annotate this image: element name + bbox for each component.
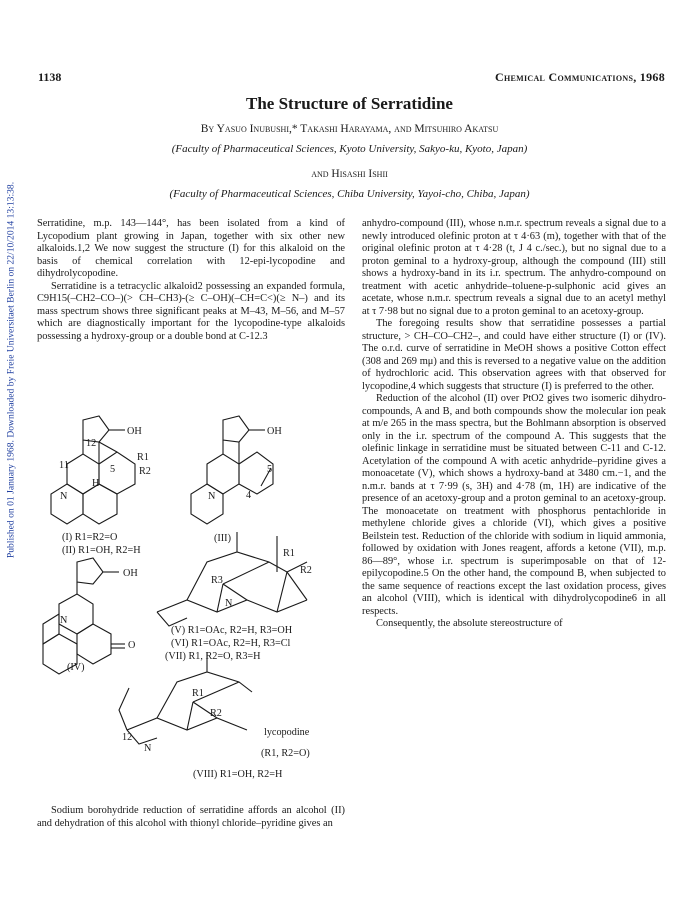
author-second: and Hisashi Ishii	[311, 168, 388, 180]
atom-label: 5	[110, 464, 116, 475]
atom-label: R2	[210, 708, 222, 719]
paragraph: Serratidine is a tetracyclic alkaloid2 possessing an expanded formula, C9H15(–CH2–CO–)(> CH–CH3)-(≥ C–OH)(–CH=C<)(≥ N–) and its mass spectrum shows three significant peaks at M–43, M–56, and M–57 which are diagnostically important for the lycopodine-type alkaloids possessing a hydroxy-group or a double bond at C-12.3	[37, 280, 345, 342]
structure-caption: (IV)	[67, 662, 85, 673]
atom-label: H	[92, 478, 100, 489]
paragraph: Consequently, the absolute stereostructure of	[376, 618, 563, 629]
article-title: The Structure of Serratidine	[246, 94, 453, 113]
atom-label: OH	[123, 568, 138, 579]
left-column-bottom	[37, 805, 345, 830]
atom-label: N	[225, 598, 233, 609]
atom-label: OH	[267, 426, 282, 437]
atom-label: R3	[211, 575, 223, 586]
atom-label: OH	[127, 426, 142, 437]
atom-label: 5	[267, 464, 273, 475]
page-number: 1138	[38, 70, 62, 84]
structure-caption: (V) R1=OAc, R2=H, R3=OH	[171, 625, 293, 636]
right-column	[362, 218, 666, 631]
journal-name: Chemical Communications, 1968	[495, 70, 665, 84]
structure-label-name: lycopodine	[264, 727, 310, 738]
paragraph: anhydro-compound (III), whose n.m.r. spectrum reveals a signal due to a newly introduced olefinic proton at τ 4·63 (m), together with that of the original olefinic proton at τ 4·28 (t, J 4 c./sec.), but no signal due to a proton geminal to a hydroxy-group, although the compound (III) still shows a hydroxy-band in its i.r. spectrum. The anhydro-compound on treatment with acetic anhydride–toluene-p-sulphonic acid gives an acetate, whose n.m.r. spectrum reveals a signal due to an acetyl methyl at τ 7·98 but no signal due to a proton geminal to an acetoxy-group.	[362, 218, 666, 317]
structure-III	[191, 416, 273, 524]
paragraph: Reduction of the alcohol (II) over PtO2 gives two isomeric dihydro-compounds, A and B, and both compounds show the molecular ion peak at m/e 265 in the mass spectra, but the Bohlmann absorption is observed only in the i.r. spectrum of the compound A. This suggests that the olefinic linkage in serratidine must be situated between C-11 and C-12. Acetylation of the compound A with acetic anhydride–pyridine gives a monoacetate (V), which shows a hydroxy-band at 3480 cm.−1, and the n.m.r. bands at τ 7·99 (s, 3H) and 4·78 (m, 1H) are indicative of the presence of an acetoxy-group and a proton geminal to an acetoxy-group. The monoacetate on treatment with phosphorus pentachloride in methylene chloride gives a chloride (VI), which gives a positive Beilstein test. Reduction of the chloride with sodium in liquid ammonia, followed by oxidation with Jones reagent, affords a ketone (VII), m.p. 86—89°, whose i.r. spectrum is superimposable on that of 12-epilycopodine.5 On the other hand, the compound B, when subjected to the same sequence of reactions except the last oxidation process, gives an alcohol (VIII), which is identical with dihydrolycopodine6 in all respects.	[362, 393, 666, 617]
structure-caption: (VII) R1, R2=O, R3=H	[165, 651, 261, 662]
structure-caption: (III)	[214, 533, 231, 544]
atom-label: 4	[246, 490, 252, 501]
structure-caption: (VI) R1=OAc, R2=H, R3=Cl	[171, 638, 291, 649]
download-stamp	[2, 140, 20, 600]
left-column	[37, 218, 345, 343]
atom-label: R1	[283, 548, 295, 559]
structure-VIII	[119, 652, 252, 744]
atom-label: 11	[59, 460, 69, 471]
affiliation-kyoto: (Faculty of Pharmaceutical Sciences, Kyoto University, Sakyo-ku, Kyoto, Japan)	[171, 143, 528, 155]
atom-label: R1	[137, 452, 149, 463]
atom-label: R2	[300, 565, 312, 576]
atom-label: 12	[86, 438, 97, 449]
atom-label: 12	[122, 732, 133, 743]
structure-label-formula: (R1, R2=O)	[261, 748, 310, 759]
atom-label: R1	[192, 688, 204, 699]
atom-label: N	[144, 743, 152, 754]
structure-caption: (VIII) R1=OH, R2=H	[193, 769, 283, 780]
structure-V-VII	[157, 532, 307, 626]
affiliation-chiba: (Faculty of Pharmaceutical Sciences, Chiba University, Yayoi-cho, Chiba, Japan)	[169, 188, 530, 200]
atom-label: N	[208, 491, 216, 502]
atom-label: R2	[139, 466, 151, 477]
atom-label: O	[128, 640, 136, 651]
paragraph: Serratidine, m.p. 143—144°, has been isolated from a kind of Lycopodium plant growing in Japan, together with six other new alkaloids.1,2 We now suggest the structure (I) for this alkaloid on the basis of chemical correlation with 12-epi-lycopodine and dihydrolycopodine.	[37, 218, 345, 279]
paragraph: The foregoing results show that serratidine possesses a partial structure, > CH–CO–CH2–, and could have either structure (I) or (IV). The o.r.d. curve of serratidine in MeOH shows a positive Cotton effect (308 and 269 mμ) and this is reversed to a negative value on the addition of hydrochloric acid. This observation agrees with that observed for lycopodine,4 which suggests that structure (I) is preferred to the other.	[362, 318, 666, 392]
structure-figures	[37, 412, 347, 802]
author-list: By Yasuo Inubushi,* Takashi Harayama, and Mitsuhiro Akatsu	[200, 123, 499, 135]
atom-label: N	[60, 491, 68, 502]
atom-label: N	[60, 615, 68, 626]
structure-caption: (II) R1=OH, R2=H	[62, 545, 141, 556]
structure-caption: (I) R1=R2=O	[62, 532, 118, 543]
download-stamp-text: Published on 01 January 1968. Downloaded by Freie Universitaet Berlin on 22/10/2014 13:13:38.	[5, 181, 17, 559]
structure-IV	[43, 558, 125, 674]
paragraph: Sodium borohydride reduction of serratidine affords an alcohol (II) and dehydration of this alcohol with thionyl chloride–pyridine gives an	[37, 805, 345, 829]
